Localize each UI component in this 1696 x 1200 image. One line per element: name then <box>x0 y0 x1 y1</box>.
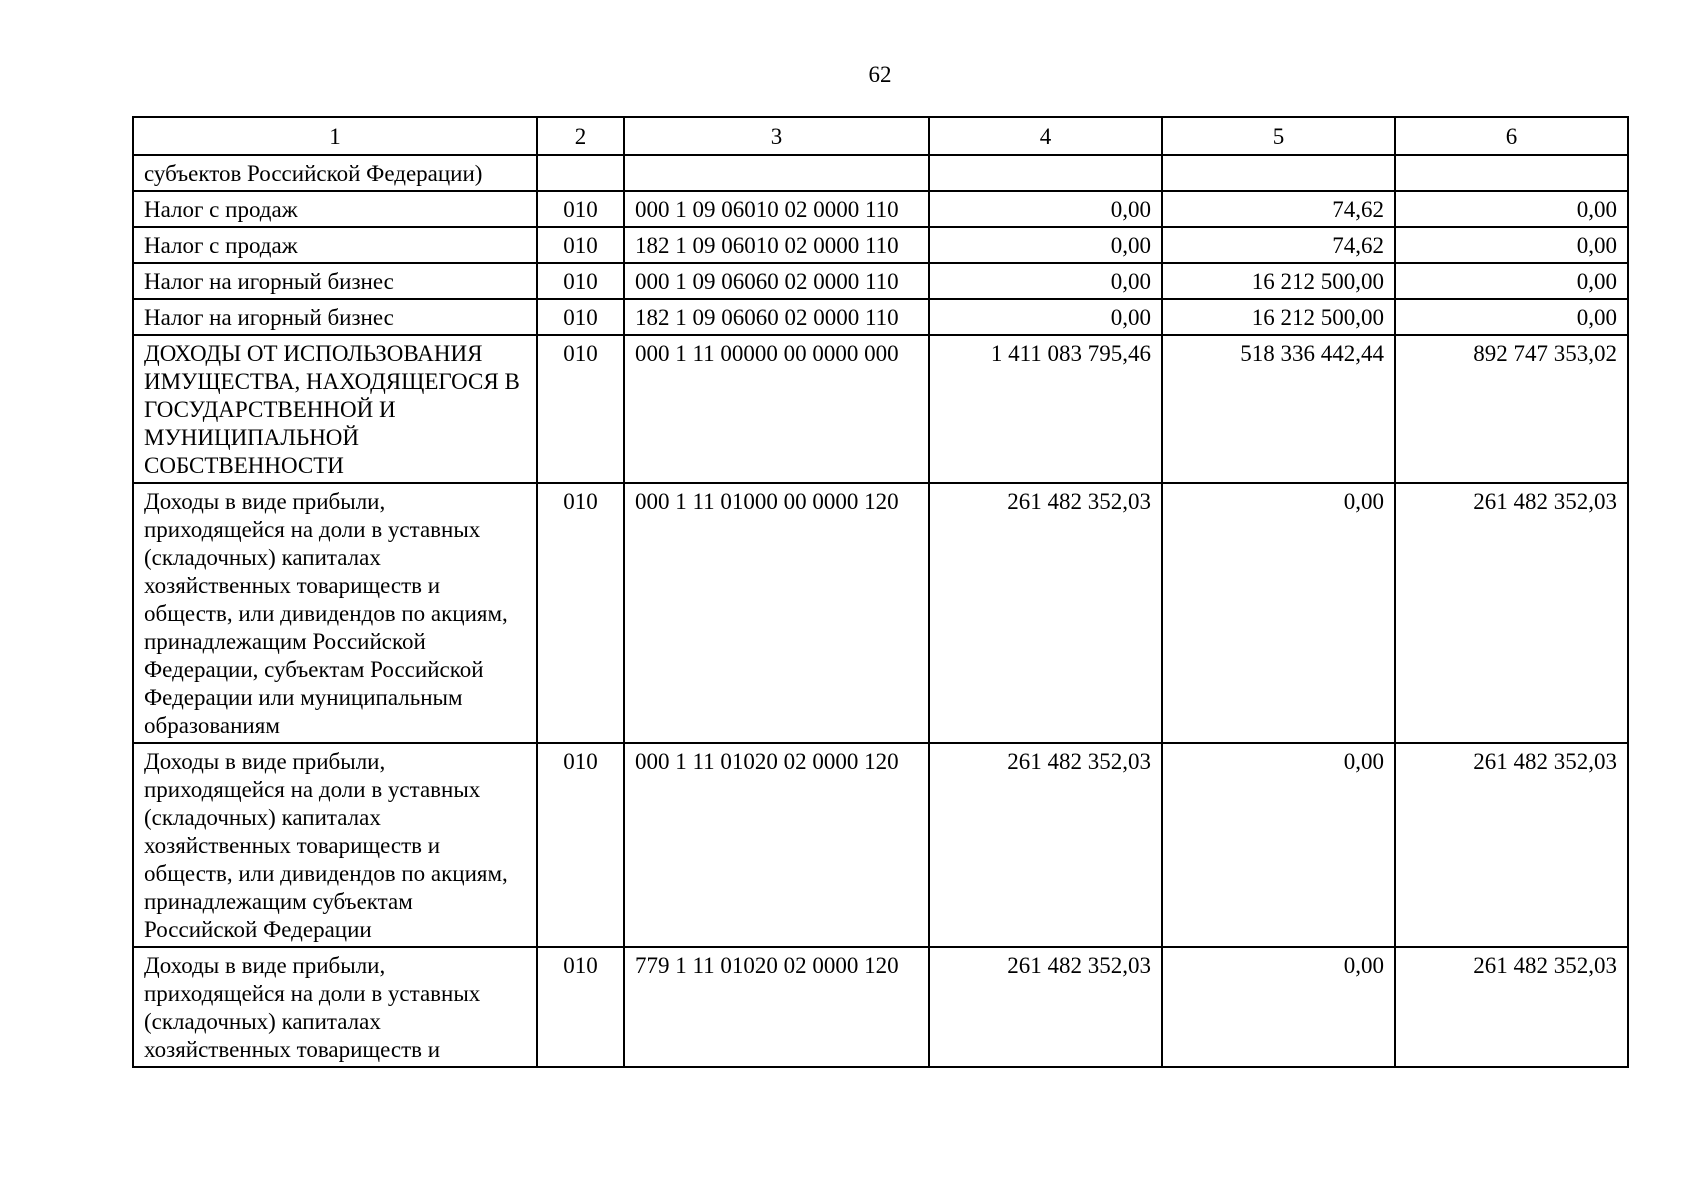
table-row <box>133 263 1628 299</box>
row-line-code: 010 <box>537 227 624 263</box>
row-value-col4: 261 482 352,03 <box>929 947 1162 1067</box>
column-header: 1 <box>133 117 537 155</box>
row-name: Налог на игорный бизнес <box>133 299 537 335</box>
row-budget-code: 182 1 09 06060 02 0000 110 <box>624 299 929 335</box>
row-value-col6: 0,00 <box>1395 191 1628 227</box>
row-name: Доходы в виде прибыли, приходящейся на доли в уставных (складочных) капиталах хозяйственных товариществ и обществ, или дивидендов по акциям, принадлежащим субъектам Российской Федерации <box>133 743 537 947</box>
page-number: 62 <box>868 62 892 87</box>
row-value-col4: 0,00 <box>929 299 1162 335</box>
row-value-col6: 0,00 <box>1395 227 1628 263</box>
row-line-code: 010 <box>537 263 624 299</box>
row-name: Доходы в виде прибыли, приходящейся на доли в уставных (складочных) капиталах хозяйственных товариществ и обществ, или дивидендов по акциям, принадлежащим Российской Федерации, субъектам Российской Федерации или муниципальным образованиям <box>133 483 537 743</box>
row-value-col4: 0,00 <box>929 263 1162 299</box>
row-line-code: 010 <box>537 299 624 335</box>
row-value-col4 <box>929 155 1162 191</box>
row-name: Налог с продаж <box>133 227 537 263</box>
table-row <box>133 335 1628 483</box>
row-name: ДОХОДЫ ОТ ИСПОЛЬЗОВАНИЯ ИМУЩЕСТВА, НАХОДЯЩЕГОСЯ В ГОСУДАРСТВЕННОЙ И МУНИЦИПАЛЬНОЙ СОБСТВЕННОСТИ <box>133 335 537 483</box>
row-value-col4: 0,00 <box>929 227 1162 263</box>
row-line-code: 010 <box>537 483 624 743</box>
table-header-row <box>133 117 1628 155</box>
row-value-col6: 892 747 353,02 <box>1395 335 1628 483</box>
column-header: 4 <box>929 117 1162 155</box>
row-value-col5: 16 212 500,00 <box>1162 263 1395 299</box>
row-value-col5: 518 336 442,44 <box>1162 335 1395 483</box>
row-budget-code: 000 1 09 06060 02 0000 110 <box>624 263 929 299</box>
row-value-col6: 261 482 352,03 <box>1395 483 1628 743</box>
row-value-col5: 16 212 500,00 <box>1162 299 1395 335</box>
row-value-col6: 261 482 352,03 <box>1395 947 1628 1067</box>
table-row <box>133 483 1628 743</box>
row-budget-code: 182 1 09 06010 02 0000 110 <box>624 227 929 263</box>
row-value-col6: 0,00 <box>1395 263 1628 299</box>
column-header: 5 <box>1162 117 1395 155</box>
table-row <box>133 227 1628 263</box>
row-value-col5: 74,62 <box>1162 227 1395 263</box>
row-name: Доходы в виде прибыли, приходящейся на доли в уставных (складочных) капиталах хозяйственных товариществ и <box>133 947 537 1067</box>
row-budget-code: 779 1 11 01020 02 0000 120 <box>624 947 929 1067</box>
row-name: Налог на игорный бизнес <box>133 263 537 299</box>
row-value-col5: 0,00 <box>1162 483 1395 743</box>
row-budget-code <box>624 155 929 191</box>
row-value-col5: 0,00 <box>1162 743 1395 947</box>
row-line-code <box>537 155 624 191</box>
revenue-table <box>132 116 1629 1068</box>
table-row <box>133 155 1628 191</box>
row-value-col6: 0,00 <box>1395 299 1628 335</box>
row-name: субъектов Российской Федерации) <box>133 155 537 191</box>
row-name: Налог с продаж <box>133 191 537 227</box>
row-line-code: 010 <box>537 191 624 227</box>
row-value-col5: 74,62 <box>1162 191 1395 227</box>
row-value-col6: 261 482 352,03 <box>1395 743 1628 947</box>
row-budget-code: 000 1 09 06010 02 0000 110 <box>624 191 929 227</box>
column-header: 3 <box>624 117 929 155</box>
row-value-col4: 261 482 352,03 <box>929 483 1162 743</box>
row-value-col6 <box>1395 155 1628 191</box>
row-budget-code: 000 1 11 01020 02 0000 120 <box>624 743 929 947</box>
column-header: 2 <box>537 117 624 155</box>
row-value-col5: 0,00 <box>1162 947 1395 1067</box>
row-line-code: 010 <box>537 743 624 947</box>
table-row <box>133 299 1628 335</box>
row-value-col4: 261 482 352,03 <box>929 743 1162 947</box>
column-header: 6 <box>1395 117 1628 155</box>
row-budget-code: 000 1 11 00000 00 0000 000 <box>624 335 929 483</box>
table-row <box>133 743 1628 947</box>
row-value-col4: 1 411 083 795,46 <box>929 335 1162 483</box>
row-value-col4: 0,00 <box>929 191 1162 227</box>
row-budget-code: 000 1 11 01000 00 0000 120 <box>624 483 929 743</box>
row-line-code: 010 <box>537 947 624 1067</box>
row-value-col5 <box>1162 155 1395 191</box>
table-row <box>133 191 1628 227</box>
table-row <box>133 947 1628 1067</box>
row-line-code: 010 <box>537 335 624 483</box>
